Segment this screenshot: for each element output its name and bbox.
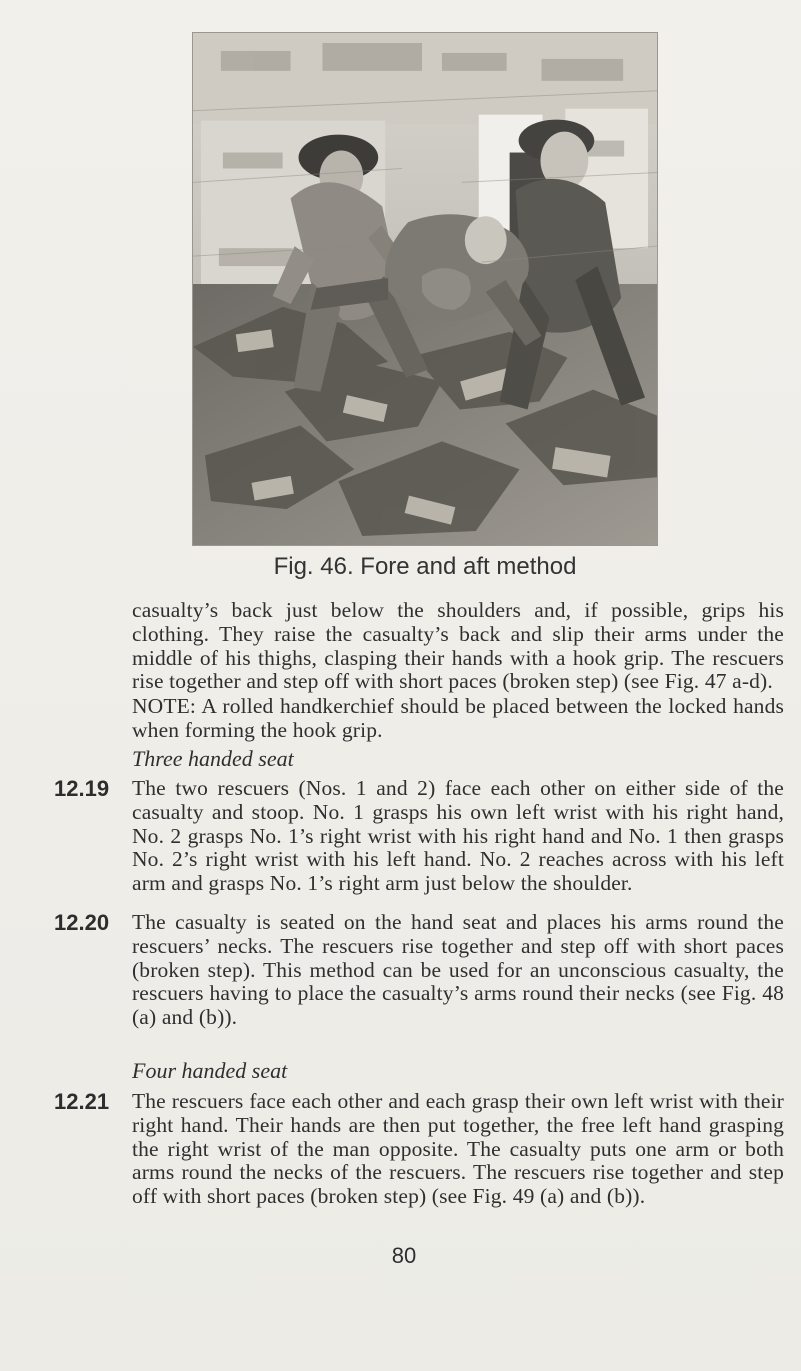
three-handed-seat-heading: Three handed seat bbox=[132, 746, 294, 771]
rescue-photo-illustration bbox=[193, 33, 657, 545]
figure-caption: Fig. 46. Fore and aft method bbox=[273, 553, 577, 580]
section-number-12-21: 12.21 bbox=[54, 1089, 110, 1114]
section-text-12-19: The two rescuers (Nos. 1 and 2) face each other on either side of the casualty and stoop. No. 1 grasps his own left wrist with his right hand, No. 2 grasps No. 1’s right wrist with his right hand and No. 1 then grasps No. 2’s right wrist with his left hand. No. 2 reaches across with his left arm and grasps No. 1’s right arm just below the shoulder. bbox=[132, 776, 784, 896]
section-text-12-21: The rescuers face each other and each grasp their own left wrist with their right hand. Their hands are then put together, the free left hand grasping the right wrist of the man opposite. The casualty puts one arm or both arms round the necks of the rescuers. The rescuers rise together and step off with short paces (broken step) (see Fig. 49 (a) and (b)). bbox=[132, 1089, 784, 1209]
figure-photo bbox=[192, 32, 658, 546]
intro-paragraph: casualty’s back just below the shoulders and, if possible, grips his clothing. They raise the casualty’s back and slip their arms under the middle of his thighs, clasping their hands with a hook grip. The rescuers rise together and step off with short paces (broken step) (see Fig. 47 a-d). bbox=[132, 598, 784, 694]
section-text-12-20: The casualty is seated on the hand seat and places his arms round the rescuers’ necks. The rescuers rise together and step off with short paces (broken step). This method can be used for an unconscious casualty, the rescuers having to place the casualty’s arms round their necks (see Fig. 48 (a) and (b)). bbox=[132, 910, 784, 1030]
section-number-12-19: 12.19 bbox=[54, 776, 110, 801]
page-number: 80 bbox=[391, 1243, 417, 1268]
note-paragraph: NOTE: A rolled handkerchief should be placed between the locked hands when forming the hook grip. bbox=[132, 694, 784, 742]
four-handed-seat-heading: Four handed seat bbox=[132, 1058, 288, 1083]
section-number-12-20: 12.20 bbox=[54, 910, 110, 935]
